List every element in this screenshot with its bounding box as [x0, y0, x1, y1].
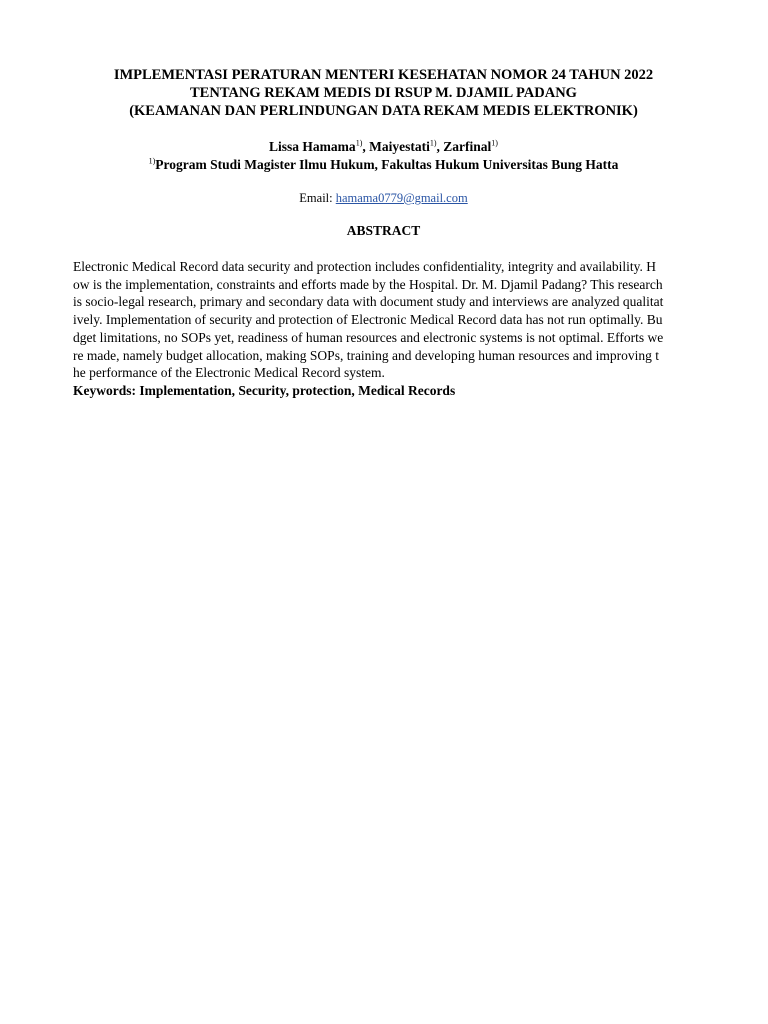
affiliation-mark: 1) [429, 138, 437, 148]
keywords: Keywords: Implementation, Security, protection, Medical Records [73, 382, 456, 398]
abstract-line: is socio-legal research, primary and secondary data with document study and interviews are analyzed qualitat [73, 294, 664, 310]
author-list [73, 138, 694, 156]
title-line-3: (KEAMANAN DAN PERLINDUNGAN DATA REKAM MEDIS ELEKTRONIK) [129, 103, 638, 119]
email-link[interactable]: hamama0779@gmail.com [335, 191, 468, 205]
abstract-line: he performance of the Electronic Medical Record system. [73, 365, 385, 381]
title-line-2: TENTANG REKAM MEDIS DI RSUP M. DJAMIL PADANG [190, 85, 577, 101]
contact-email [73, 190, 694, 206]
abstract-line: Electronic Medical Record data security and protection includes confidentiality, integrity and availability. H [73, 259, 657, 274]
author-separator: , [362, 139, 370, 154]
affiliation-mark: 1) [491, 138, 498, 148]
abstract-heading: ABSTRACT [346, 223, 421, 238]
email-label: Email: [299, 191, 336, 205]
affiliation-mark: 1) [148, 156, 156, 166]
abstract-line: ively. Implementation of security and protection of Electronic Medical Record data has not run optimally. Bu [73, 312, 663, 328]
title-line-1: IMPLEMENTASI PERATURAN MENTERI KESEHATAN NOMOR 24 TAHUN 2022 [113, 67, 654, 83]
abstract-line: ow is the implementation, constraints and efforts made by the Hospital. Dr. M. Djamil Padang? This research [73, 276, 663, 292]
author-name: Maiyestati [369, 139, 430, 154]
abstract-line: re made, namely budget allocation, making SOPs, training and developing human resources and improving t [73, 347, 659, 363]
author-name: Lissa Hamama [269, 139, 356, 154]
abstract-body [73, 258, 694, 382]
abstract-line: dget limitations, no SOPs yet, readiness of human resources and electronic systems is not optimal. Efforts we [73, 329, 664, 345]
author-name: Zarfinal [443, 139, 492, 154]
affiliation-text: Program Studi Magister Ilmu Hukum, Fakultas Hukum Universitas Bung Hatta [155, 157, 619, 172]
paper-title [73, 66, 694, 120]
affiliation-mark: 1) [355, 138, 363, 148]
author-separator: , [436, 139, 444, 154]
affiliation [73, 156, 694, 174]
